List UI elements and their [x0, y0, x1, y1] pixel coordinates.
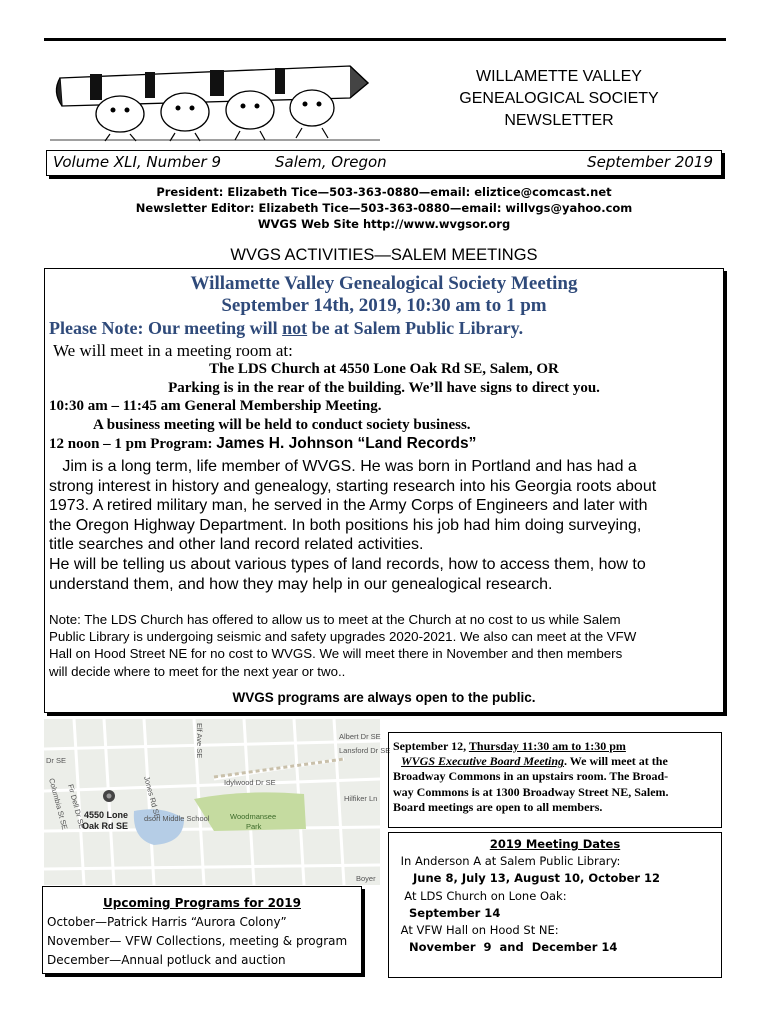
street-label: Albert Dr SE	[339, 732, 381, 741]
meeting-dates-line: At LDS Church on Lone Oak:	[397, 888, 567, 903]
meeting-dates-line: September 14	[397, 905, 501, 920]
upcoming-item: December—Annual potluck and auction	[47, 953, 286, 967]
bio-line: Jim is a long term, life member of WVGS. He was born in Portland and has had a	[49, 458, 637, 475]
speaker-bio	[49, 457, 725, 594]
note-line: Public Library is undergoing seismic and safety upgrades 2020-2021. We also can meet at the VFW	[49, 629, 637, 645]
notice-pre: Please Note: Our meeting will	[49, 318, 283, 338]
program-speaker: James H. Johnson “Land Records”	[216, 435, 477, 452]
parking-line: Parking is in the rear of the building. We’ll have signs to direct you.	[168, 380, 600, 396]
meeting-datetime: September 14th, 2019, 10:30 am to 1 pm	[221, 295, 547, 316]
park-label: Woodmansee	[230, 812, 277, 821]
business-line: A business meeting will be held to conduct society business.	[93, 417, 471, 433]
street-label: Lansford Dr SE	[339, 746, 391, 755]
volume-number: Volume XLI, Number 9	[53, 153, 222, 171]
volume-date: September 2019	[587, 153, 713, 171]
meeting-dates-line: At VFW Hall on Hood St NE:	[397, 923, 559, 938]
board-line-3: way Commons is at 1300 Broadway Street NE, Salem.	[393, 784, 669, 799]
bio-line: strong interest in history and genealogy, starting research into his Georgia roots about	[49, 477, 657, 495]
editor-line: Newsletter Editor: Elizabeth Tice—503-363-0880—email: willvgs@yahoo.com	[135, 201, 633, 215]
street-label: Idylwood Dr SE	[224, 778, 276, 787]
officers-block	[44, 184, 724, 232]
street-label: Jones Rd SE	[142, 775, 163, 820]
meeting-dates-line: In Anderson A at Salem Public Library:	[397, 854, 621, 869]
note-line: Note: The LDS Church has offered to allow us to meet at the Church at no cost to us while Salem	[49, 612, 621, 627]
pin-label-2: Oak Rd SE	[82, 821, 129, 831]
board-line-1-rest: . We will meet at the	[564, 754, 668, 769]
program-line	[49, 435, 476, 453]
board-line-1	[389, 754, 721, 769]
board-meeting-box	[388, 732, 722, 828]
membership-line: 10:30 am – 11:45 am General Membership Meeting.	[49, 398, 382, 414]
note-line: will decide where to meet for the next year or two..	[49, 663, 346, 679]
meeting-dates-title: 2019 Meeting Dates	[489, 837, 621, 851]
volume-place: Salem, Oregon	[275, 153, 387, 171]
meeting-dates-line: June 8, July 13, August 10, October 12	[397, 871, 661, 886]
masthead	[400, 66, 718, 132]
meeting-dates-box	[388, 832, 722, 978]
website-line: WVGS Web Site http://www.wvgsor.org	[257, 217, 511, 231]
location-map	[44, 719, 391, 885]
board-time: Thursday 11:30 am to 1:30 pm	[468, 739, 626, 753]
street-label: Dr SE	[46, 756, 67, 765]
upcoming-title: Upcoming Programs for 2019	[103, 896, 301, 910]
volume-bar	[46, 150, 722, 176]
street-label: Boyer	[356, 874, 376, 883]
street-label: Fir Dell Dr SE	[66, 783, 87, 830]
upcoming-item: November— VFW Collections, meeting & program	[47, 934, 348, 948]
location-note	[49, 611, 721, 680]
board-date: September 12,	[393, 739, 469, 753]
program-time: 12 noon – 1 pm Program:	[49, 436, 217, 452]
upcoming-item: October—Patrick Harris “Aurora Colony”	[47, 915, 287, 929]
masthead-line-2: GENEALOGICAL SOCIETY	[459, 90, 659, 107]
meet-in-line: We will meet in a meeting room at:	[53, 341, 293, 360]
meeting-title: Willamette Valley Genealogical Society Meeting	[190, 273, 578, 294]
board-line-4: Board meetings are open to all members.	[393, 799, 603, 814]
masthead-line-3: NEWSLETTER	[504, 112, 614, 129]
bio-line: the Oregon Highway Department. In both positions his job had him doing surveying,	[49, 516, 642, 534]
meeting-dates-line: November 9 and December 14	[397, 940, 618, 955]
open-to-public: WVGS programs are always open to the public.	[232, 690, 536, 705]
board-title: WVGS Executive Board Meeting	[401, 754, 565, 769]
board-date-line	[389, 733, 721, 754]
notice-not: not	[282, 318, 308, 338]
bio-line: understand them, and how they may help in our genealogical research.	[49, 575, 553, 593]
note-line: Hall on Hood Street NE for no cost to WVGS. We will meet there in November and then members	[49, 646, 623, 662]
section-title: WVGS ACTIVITIES—SALEM MEETINGS	[230, 246, 538, 264]
park-label: Park	[246, 822, 262, 831]
pencil-mascots-logo	[50, 48, 380, 143]
bio-line: title searches and other land record related activities.	[49, 536, 424, 554]
notice-post: be at Salem Public Library.	[307, 318, 524, 338]
president-line: President: Elizabeth Tice—503-363-0880—email: eliztice@comcast.net	[156, 185, 612, 199]
bio-line: He will be telling us about various types of land records, how to access them, how to	[49, 555, 646, 573]
pin-label-1: 4550 Lone	[84, 810, 129, 820]
bio-line: 1973. A retired military man, he served in the Army Corps of Engineers and later with	[49, 497, 648, 515]
school-label: dson Middle School	[144, 814, 210, 823]
meeting-notice	[49, 318, 523, 339]
street-label: Hilfiker Ln	[344, 794, 378, 803]
masthead-line-1: WILLAMETTE VALLEY	[476, 68, 642, 85]
board-line-2: Broadway Commons in an upstairs room. The Broad-	[393, 769, 669, 784]
top-rule	[44, 38, 726, 41]
meeting-box	[44, 268, 724, 713]
location-line: The LDS Church at 4550 Lone Oak Rd SE, Salem, OR	[209, 361, 559, 377]
street-label: Columbia St SE	[47, 777, 70, 831]
street-label: Elf Ave SE	[195, 723, 204, 759]
upcoming-programs-box	[42, 886, 362, 974]
map-graphic	[44, 719, 391, 885]
map-pin-icon	[103, 790, 115, 802]
